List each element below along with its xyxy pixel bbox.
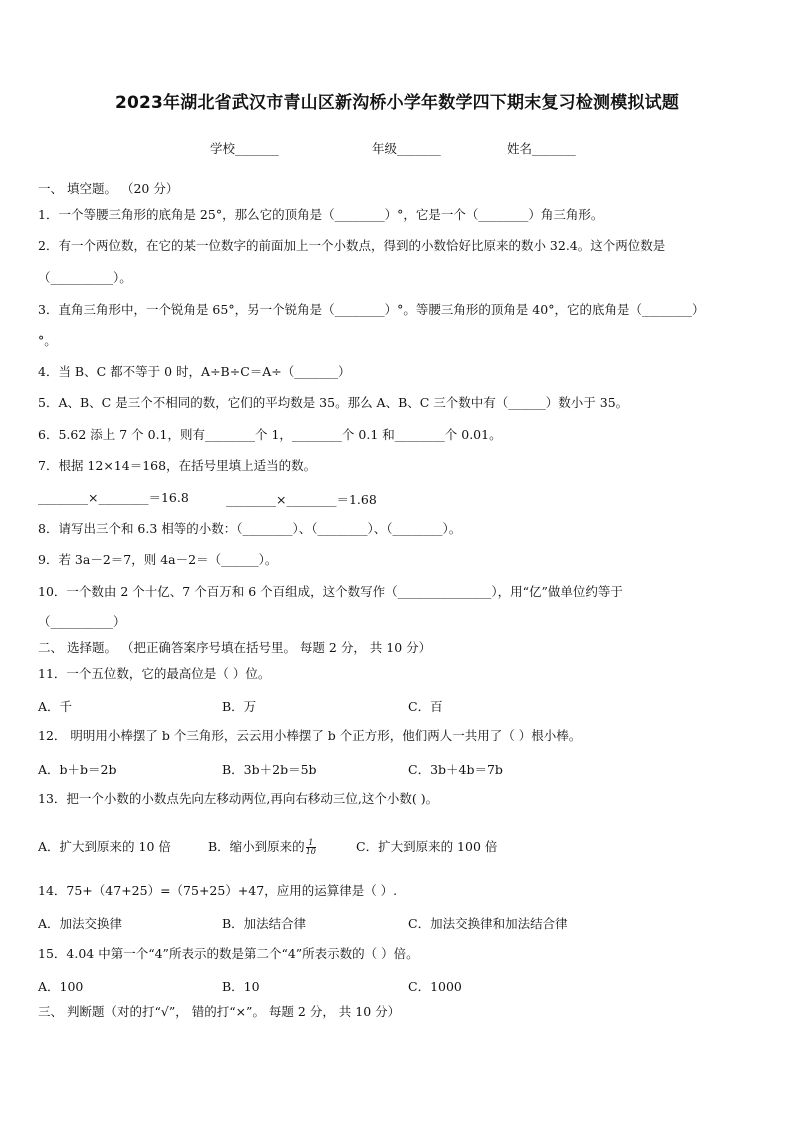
question-11-option-a: A．千	[38, 699, 73, 714]
question-7-line-1: 7．根据 12×14＝168，在括号里填上适当的数。	[38, 458, 317, 473]
question-8: 8．请写出三个和 6.3 相等的小数：（________）、（________）、（________）。	[38, 521, 462, 536]
question-13-option-b-text: B．缩小到原来的	[208, 839, 305, 854]
question-12-option-c: C．3b＋4b＝7b	[408, 762, 503, 777]
section-true-false: 三、 判断题（对的打“√”， 错的打“×”。 每题 2 分， 共 10 分）	[38, 1004, 401, 1019]
section-choice: 二、 选择题。 （把正确答案序号填在括号里。 每题 2 分， 共 10 分）	[38, 640, 432, 655]
question-12-option-b: B．3b＋2b＝5b	[222, 762, 317, 777]
question-9: 9．若 3a－2＝7，则 4a－2＝（______）。	[38, 552, 278, 567]
exam-title: 2023年湖北省武汉市青山区新沟桥小学年数学四下期末复习检测模拟试题	[114, 93, 680, 113]
question-12-option-a: A．b＋b＝2b	[38, 762, 117, 777]
question-13: 13．把一个小数的小数点先向左移动两位,再向右移动三位,这个小数( )。	[38, 791, 439, 806]
question-11: 11．一个五位数，它的最高位是（ ）位。	[38, 666, 271, 681]
grade-field: 年级_______	[372, 141, 441, 156]
question-15: 15．4.04 中第一个“4”所表示的数是第二个“4”所表示数的（ ）倍。	[38, 946, 419, 961]
question-14-option-c: C．加法交换律和加法结合律	[408, 916, 568, 931]
question-1: 1．一个等腰三角形的底角是 25°，那么它的顶角是（________）°，它是一个（________）角三角形。	[38, 207, 604, 222]
question-7-expression-2: ________×________＝1.68	[226, 492, 377, 507]
question-15-option-a: A．100	[38, 979, 84, 994]
question-14-option-a: A．加法交换律	[38, 916, 123, 931]
question-15-option-b: B．10	[222, 979, 260, 994]
question-11-option-b: B．万	[222, 699, 257, 714]
fraction-numerator: 1	[306, 839, 316, 848]
question-3-line-2: °。	[38, 333, 57, 348]
question-3-line-1: 3．直角三角形中，一个锐角是 65°，另一个锐角是（________）°。等腰三角形的顶角是 40°，它的底角是（________）	[38, 302, 705, 317]
section-fill-blank: 一、 填空题。 （20 分）	[38, 181, 179, 196]
question-10-line-1: 10．一个数由 2 个十亿、7 个百万和 6 个百组成，这个数写作（_______________），用“亿”做单位约等于	[38, 584, 623, 599]
question-5: 5．A、B、C 是三个不相同的数，它们的平均数是 35。那么 A、B、C 三个数中有（______）数小于 35。	[38, 395, 629, 410]
question-7-expression-1: ________×________＝16.8	[38, 490, 189, 505]
question-2-line-1: 2．有一个两位数，在它的某一位数字的前面加上一个小数点，得到的小数恰好比原来的数小 32.4。这个两位数是	[38, 238, 666, 253]
name-field: 姓名_______	[507, 141, 576, 156]
question-2-line-2: （__________）。	[38, 270, 132, 285]
question-12: 12． 明明用小棒摆了 b 个三角形，云云用小棒摆了 b 个正方形，他们两人一共用了（ ）根小棒。	[38, 728, 582, 743]
question-13-option-c: C．扩大到原来的 100 倍	[356, 839, 498, 854]
question-11-option-c: C．百	[408, 699, 443, 714]
question-13-option-b	[208, 837, 317, 856]
fraction-denominator: 10	[305, 847, 316, 856]
question-14-option-b: B．加法结合律	[222, 916, 307, 931]
fraction-one-tenth	[306, 839, 316, 856]
question-6: 6．5.62 添上 7 个 0.1，则有________个 1，________个 0.1 和________个 0.01。	[38, 427, 502, 442]
question-13-option-a: A．扩大到原来的 10 倍	[38, 839, 171, 854]
question-15-option-c: C．1000	[408, 979, 462, 994]
school-field: 学校_______	[210, 141, 279, 156]
question-14: 14．75+（47+25）=（75+25）+47，应用的运算律是（ ）.	[38, 883, 398, 898]
question-4: 4．当 B、C 都不等于 0 时，A÷B÷C＝A÷（_______）	[38, 364, 351, 379]
question-10-line-2: （__________）	[38, 614, 126, 629]
